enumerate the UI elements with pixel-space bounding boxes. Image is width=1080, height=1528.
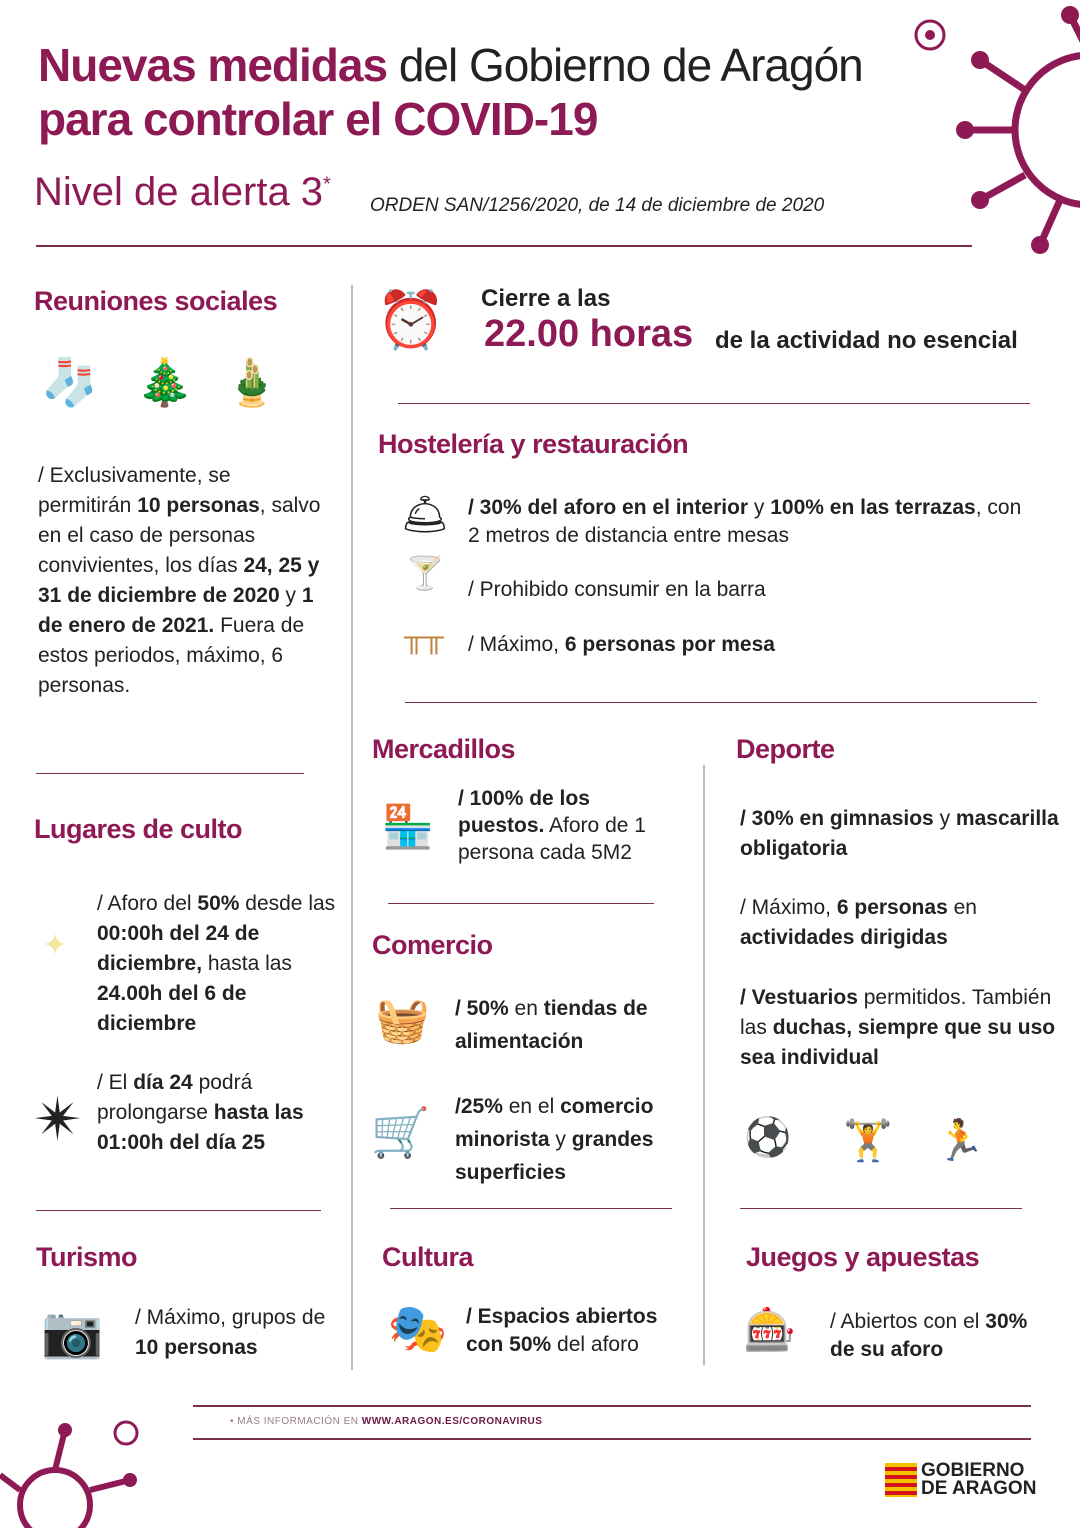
logo-line: DE ARAGON bbox=[921, 1478, 1037, 1499]
title-part: para controlar el COVID-19 bbox=[38, 93, 598, 145]
alarm-clock-icon: ⏰ bbox=[376, 287, 446, 351]
weightlifter-icon: 🏋 bbox=[843, 1118, 893, 1163]
more-info bbox=[230, 1416, 542, 1427]
divider bbox=[740, 1208, 1022, 1209]
text-segment: / Prohibido consumir en la barra bbox=[468, 578, 766, 601]
star-glow-icon: ✦ bbox=[42, 928, 68, 962]
more-info-link[interactable]: WWW.ARAGON.ES/CORONAVIRUS bbox=[361, 1416, 543, 1427]
text-segment: hasta las bbox=[202, 952, 292, 975]
divider bbox=[390, 1208, 672, 1209]
hosteleria-item bbox=[468, 494, 1038, 550]
divider bbox=[36, 773, 304, 774]
text-segment: 6 personas por mesa bbox=[564, 633, 775, 656]
deporte-item bbox=[740, 983, 1060, 1073]
theater-masks-icon: 🎭 bbox=[387, 1302, 448, 1356]
text-segment: / Exclusivamente, se permitirán bbox=[38, 464, 231, 517]
star-icon: ✴ bbox=[32, 1086, 84, 1153]
alert-level-text: Nivel de alerta 3 bbox=[34, 170, 324, 214]
heading-hosteleria: Hostelería y restauración bbox=[378, 429, 689, 459]
text-segment: Aforo de 1 persona cada 5M2 bbox=[458, 814, 646, 864]
cierre-text: de la actividad no esencial bbox=[715, 327, 1018, 354]
casino-chips-icon: 🎰 bbox=[743, 1305, 797, 1353]
text-segment: / 30% en gimnasios bbox=[740, 807, 934, 830]
text-segment: / El bbox=[97, 1071, 134, 1094]
more-info-label: • MÁS INFORMACIÓN EN bbox=[230, 1416, 362, 1427]
text-segment: grandes superficies bbox=[455, 1128, 654, 1184]
divider bbox=[193, 1405, 1031, 1407]
heading-juegos: Juegos y apuestas bbox=[746, 1242, 980, 1272]
text-segment: / Máximo, bbox=[740, 896, 837, 919]
text-segment: 30% de su aforo bbox=[830, 1310, 1028, 1361]
runner-icon: 🏃 bbox=[935, 1118, 985, 1163]
title-part: del Gobierno de Aragón bbox=[387, 39, 863, 91]
column-divider bbox=[703, 765, 705, 1365]
reuniones-text bbox=[38, 461, 323, 701]
text-segment: 00:00h del 24 de diciembre, bbox=[97, 922, 260, 975]
heading-turismo: Turismo bbox=[36, 1242, 138, 1272]
stocking-icon: 🧦 bbox=[41, 356, 99, 408]
turismo-text bbox=[135, 1303, 345, 1363]
text-segment: en bbox=[508, 997, 544, 1020]
text-segment: /25% bbox=[455, 1095, 503, 1118]
cultura-text bbox=[466, 1303, 696, 1359]
virus-icon bbox=[940, 0, 1080, 260]
camera-icon: 📷 bbox=[41, 1304, 104, 1360]
text-segment: , con 2 metros de distancia entre mesas bbox=[468, 496, 1022, 547]
text-segment: mascarilla obligatoria bbox=[740, 807, 1059, 860]
cloche-icon: 🛎 bbox=[400, 494, 450, 536]
deporte-item bbox=[740, 804, 1060, 864]
cierre-label: Cierre a las bbox=[481, 285, 611, 312]
text-segment: / Espacios abiertos con 50% bbox=[466, 1305, 658, 1356]
text-segment: podrá prolongarse bbox=[97, 1071, 253, 1124]
heading-comercio: Comercio bbox=[372, 930, 493, 960]
heading-reuniones: Reuniones sociales bbox=[34, 286, 278, 316]
text-segment: 6 personas bbox=[836, 896, 948, 919]
text-segment: / 50% bbox=[455, 997, 509, 1020]
text-segment: / Aforo del bbox=[97, 892, 198, 915]
text-segment: 10 personas bbox=[137, 494, 260, 517]
text-segment: duchas, siempre que su uso sea individual bbox=[740, 1016, 1056, 1069]
divider bbox=[405, 702, 1037, 703]
title-part: Nuevas medidas bbox=[38, 39, 388, 91]
comercio-item bbox=[455, 1090, 695, 1189]
shopping-cart-icon: 🛒 bbox=[370, 1107, 431, 1160]
text-segment: y bbox=[279, 584, 302, 607]
text-segment: del aforo bbox=[551, 1333, 639, 1356]
text-segment: 24.00h del 6 de diciembre bbox=[97, 982, 247, 1035]
text-segment: , salvo en el caso de personas convivientes, los días bbox=[38, 494, 321, 577]
market-stall-icon: 🏪 bbox=[381, 803, 435, 850]
gobierno-aragon-logo bbox=[885, 1462, 1036, 1498]
heading-mercadillos: Mercadillos bbox=[372, 734, 516, 764]
table-chairs-icon: ╥╥ bbox=[404, 621, 444, 652]
mercadillos-text bbox=[458, 785, 678, 866]
divider bbox=[193, 1438, 1031, 1440]
grocery-basket-icon: 🧺 bbox=[375, 996, 430, 1045]
text-segment: tiendas de alimentación bbox=[455, 997, 648, 1053]
small-virus-icon-bottom bbox=[108, 1415, 144, 1451]
text-segment: 50% bbox=[197, 892, 240, 915]
culto-item bbox=[97, 1068, 337, 1158]
culto-item bbox=[97, 889, 347, 1039]
text-segment: en bbox=[947, 896, 977, 919]
comercio-item bbox=[455, 992, 695, 1058]
juegos-text bbox=[830, 1308, 1050, 1364]
text-segment: / Vestuarios bbox=[740, 986, 858, 1009]
text-segment: 24, 25 y 31 de diciembre de 2020 bbox=[38, 554, 320, 607]
alert-level-mark: * bbox=[323, 173, 331, 196]
text-segment: Fuera de estos periodos, máximo, 6 personas. bbox=[38, 614, 305, 697]
text-segment: y bbox=[933, 807, 956, 830]
alert-level bbox=[34, 170, 331, 215]
cocktail-icon: 🍸 bbox=[405, 555, 445, 591]
text-segment: / Máximo, grupos de bbox=[135, 1306, 326, 1329]
hosteleria-item bbox=[468, 630, 1028, 660]
cierre-time: 22.00 horas bbox=[484, 313, 694, 355]
text-segment: / 30% del aforo en el interior bbox=[468, 496, 749, 519]
divider bbox=[388, 903, 654, 904]
text-segment: desde las bbox=[239, 892, 336, 915]
logo-line: GOBIERNO bbox=[921, 1460, 1025, 1481]
divider bbox=[398, 403, 1030, 404]
small-virus-icon bbox=[905, 10, 955, 60]
christmas-tree-icon: 🎄 bbox=[136, 356, 194, 408]
heading-cultura: Cultura bbox=[382, 1242, 473, 1272]
text-segment: hasta las 01:00h del día 25 bbox=[97, 1101, 304, 1154]
soccer-ball-icon: ⚽ bbox=[744, 1117, 792, 1159]
text-segment: en el bbox=[502, 1095, 561, 1118]
text-segment: 10 personas bbox=[135, 1336, 258, 1359]
deporte-item bbox=[740, 893, 1060, 953]
text-segment: día 24 bbox=[133, 1071, 193, 1094]
text-segment: comercio minorista bbox=[455, 1095, 654, 1151]
page-title bbox=[38, 38, 863, 146]
ornaments-icon: 🎍 bbox=[223, 356, 281, 408]
heading-culto: Lugares de culto bbox=[34, 814, 243, 844]
aragon-flag-icon bbox=[885, 1463, 917, 1497]
text-segment: permitidos. También las bbox=[740, 986, 1052, 1039]
divider bbox=[36, 1210, 321, 1211]
text-segment: y bbox=[549, 1128, 572, 1151]
text-segment: / Máximo, bbox=[468, 633, 565, 656]
column-divider bbox=[351, 285, 353, 1370]
logo-text bbox=[921, 1462, 1036, 1498]
text-segment: y bbox=[748, 496, 771, 519]
text-segment: 1 de enero de 2021. bbox=[38, 584, 314, 637]
text-segment: 100% en las terrazas bbox=[770, 496, 976, 519]
text-segment: / Abiertos con el bbox=[830, 1310, 986, 1333]
heading-deporte: Deporte bbox=[736, 734, 835, 764]
text-segment: actividades dirigidas bbox=[740, 926, 948, 949]
hosteleria-item bbox=[468, 575, 1028, 605]
divider bbox=[36, 245, 972, 247]
order-reference: ORDEN SAN/1256/2020, de 14 de diciembre de 2020 bbox=[370, 195, 825, 216]
text-segment: / 100% de los puestos. bbox=[458, 787, 590, 837]
